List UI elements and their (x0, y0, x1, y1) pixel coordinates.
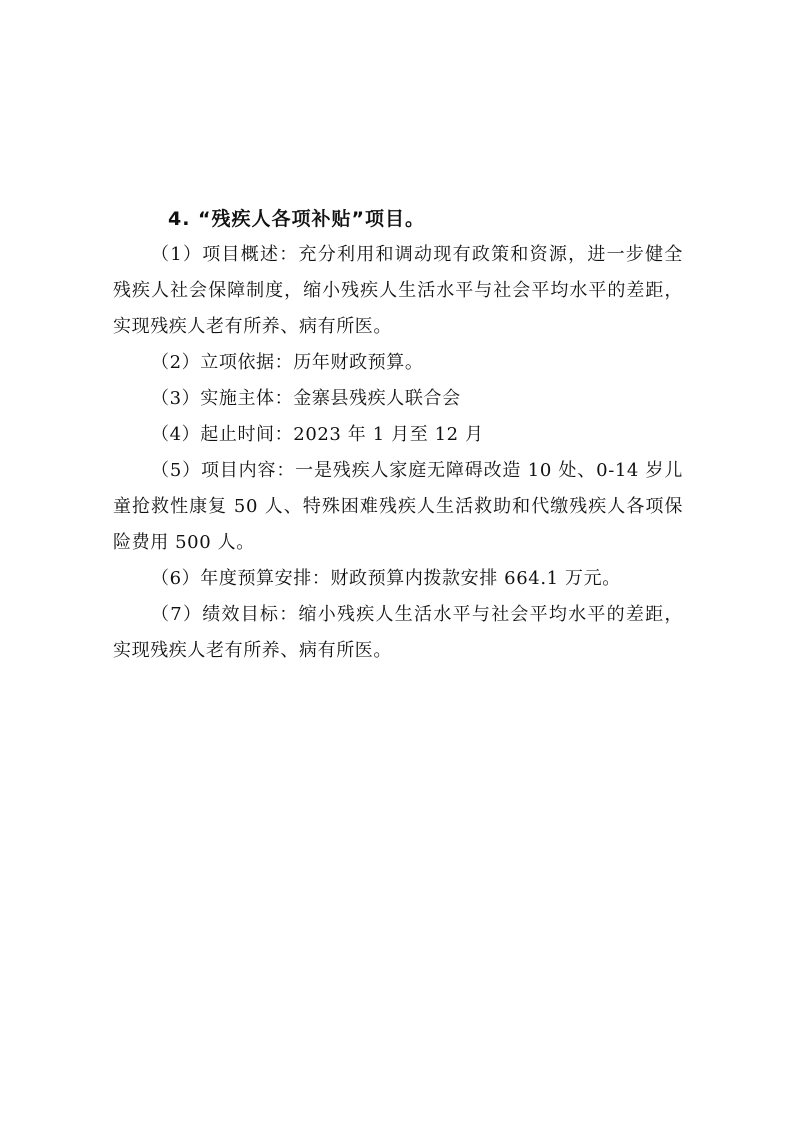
paragraph-text: 一是残疾人家庭无障碍改造 10 处、0-14 岁儿童抢救性康复 50 人、特殊困难残疾人生活救助和代缴残疾人各项保险费用 500 人。 (113, 460, 683, 553)
paragraph-label: （7）绩效目标： (151, 604, 299, 625)
paragraph-text: 历年财政预算。 (293, 352, 424, 373)
paragraph-text: 缩小残疾人生活水平与社会平均水平的差距，实现残疾人老有所养、病有所医。 (113, 604, 683, 661)
paragraph-text: 2023 年 1 月至 12 月 (293, 424, 484, 445)
paragraph-period (113, 417, 683, 453)
paragraph-goal (113, 597, 683, 669)
paragraph-label: （6）年度预算安排： (151, 568, 331, 589)
section-heading: 4. “残疾人各项补贴”项目。 (168, 208, 426, 230)
paragraph-basis (113, 345, 683, 381)
paragraph-label: （2）立项依据： (151, 352, 294, 373)
paragraph-overview (113, 237, 683, 345)
paragraph-budget (113, 561, 683, 597)
paragraph-label: （1）项目概述： (151, 244, 299, 265)
paragraph-text: 充分利用和调动现有政策和资源，进一步健全残疾人社会保障制度，缩小残疾人生活水平与社会平均水平的差距，实现残疾人老有所养、病有所医。 (113, 244, 683, 337)
paragraph-text: 金寨县残疾人联合会 (293, 388, 461, 409)
paragraph-label: （3）实施主体： (151, 388, 294, 409)
paragraph-label: （5）项目内容： (151, 460, 296, 481)
paragraph-label: （4）起止时间： (151, 424, 294, 445)
document-body (113, 201, 683, 669)
paragraph-content (113, 453, 683, 561)
paragraph-implementer (113, 381, 683, 417)
paragraph-text: 财政预算内拨款安排 664.1 万元。 (330, 568, 621, 589)
